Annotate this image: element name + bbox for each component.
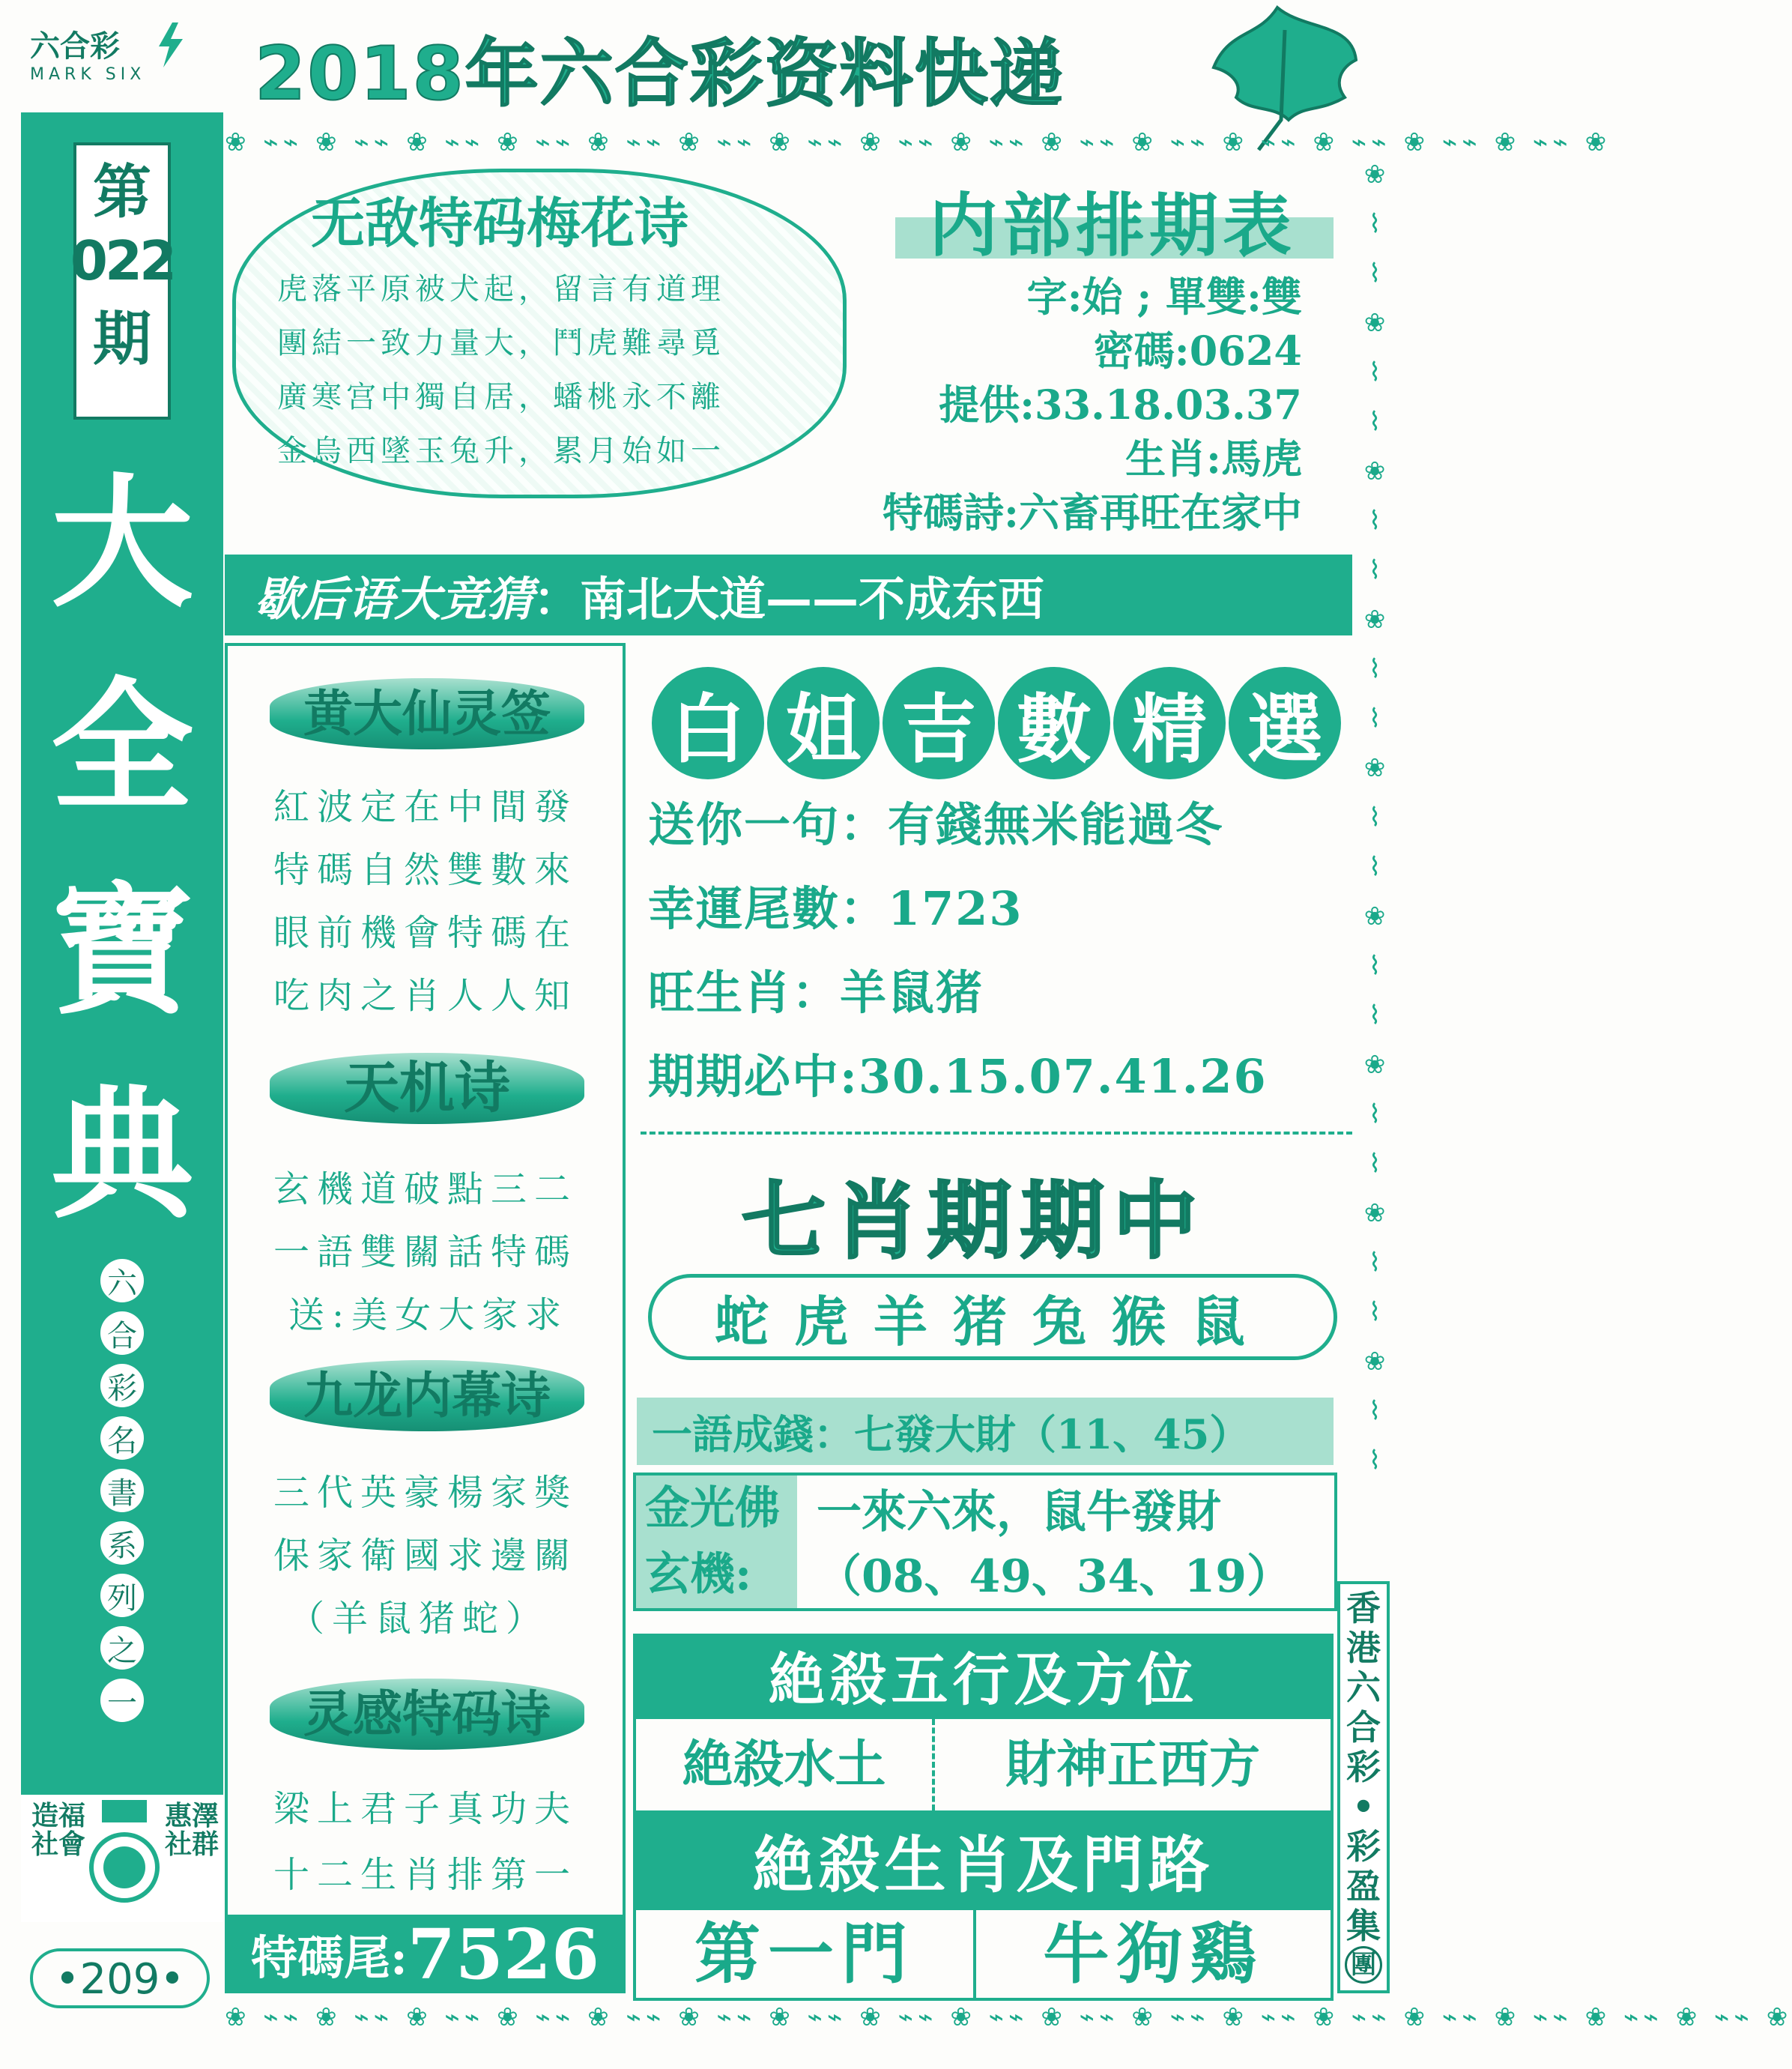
poem-line: （羊鼠猪蛇）: [288, 1598, 550, 1640]
yiyu-bar: [637, 1398, 1334, 1465]
shengxiao-left: 第一門: [636, 1910, 976, 1998]
issue-box: [70, 142, 175, 420]
jinguang-line-1: 一來六來，鼠牛發財: [817, 1486, 1221, 1538]
emblem-area: [21, 1795, 223, 1922]
series-char: 列: [100, 1574, 144, 1617]
jinguang-lines: [817, 1480, 1292, 1609]
right-decor-border: ❀ ⌇ ⌇ ❀ ⌇ ⌇ ❀ ⌇ ⌇ ❀ ⌇ ⌇ ❀ ⌇ ⌇ ❀ ⌇ ⌇ ❀ ⌇ ⌇ ❀ ⌇ ⌇ ❀ ⌇ ⌇: [1363, 160, 1386, 1476]
series-char: 六: [100, 1259, 144, 1302]
poem-line: 特碼自然雙數來: [273, 849, 578, 891]
plum-poem-line: 團結一致力量大，鬥虎難尋覓: [277, 326, 725, 360]
emblem-icon: [90, 1798, 159, 1911]
qixiao-animals: 蛇虎羊猪兔猴鼠: [714, 1289, 1271, 1353]
logo-en: MARK SIX: [30, 65, 146, 84]
mark-six-logo: [30, 22, 202, 97]
wuxing-right: 財神正西方: [1005, 1735, 1260, 1795]
plum-poem-title: 无敌特码梅花诗: [311, 192, 689, 255]
page-title: 2018年六合彩资料快递: [255, 31, 1065, 117]
big-title-char-1: 大: [50, 461, 193, 626]
left-column: [21, 112, 223, 1795]
series-label: [100, 1259, 145, 1731]
jinguang-label-2: 玄機:: [645, 1548, 752, 1601]
wuxing-title-bar: [633, 1634, 1334, 1716]
right-vertical-label: 香 港 六 合 彩 • 彩 盈 集 團: [1337, 1581, 1390, 1993]
series-char: 系: [100, 1521, 144, 1565]
tail-label: 特碼尾:: [251, 1930, 408, 1985]
baijie-line-4: 期期必中:30.15.07.41.26: [648, 1049, 1268, 1104]
schedule-line-3: 提供:33.18.03.37: [939, 381, 1302, 429]
linggan-lines: [273, 1776, 578, 1908]
big-title-char-2: 全: [50, 665, 193, 830]
issue-prefix: 第: [92, 159, 151, 226]
shengxiao-title: 絶殺生肖及門路: [752, 1829, 1214, 1901]
series-char: 彩: [100, 1364, 144, 1407]
dashed-divider: [641, 1132, 1352, 1135]
huang-daxian-lines: [273, 776, 578, 1027]
series-char: 一: [100, 1679, 144, 1722]
poem-line: 三代英豪楊家獎: [273, 1472, 578, 1514]
baijie-char: 白: [652, 667, 764, 779]
jiulong-title: 九龙内幕诗: [303, 1367, 551, 1425]
schedule-line-5: 特碼詩:六畜再旺在家中: [883, 489, 1302, 537]
baijie-line-2: 幸運尾數：1723: [648, 881, 1023, 936]
schedule-line-4: 生肖:馬虎: [1125, 435, 1302, 483]
baijie-char: 精: [1113, 667, 1226, 779]
shengxiao-title-bar: [633, 1813, 1334, 1907]
jinguang-label-1: 金光佛: [645, 1482, 780, 1535]
poem-line: 十二生肖排第一: [273, 1854, 578, 1896]
jinguang-line-2: （08、49、34、19）: [817, 1550, 1292, 1603]
lightning-icon: [150, 22, 187, 67]
linggan-banner: [270, 1679, 584, 1750]
series-char: 之: [100, 1626, 144, 1670]
yiyu-text: 一語成錢：七發大財（11、45）: [652, 1410, 1250, 1458]
poem-line: 玄機道破點三二: [273, 1168, 578, 1210]
qixiao-animals-box: [648, 1274, 1337, 1360]
bottom-decor-border: ❀ ⌁⌁ ❀ ⌁⌁ ❀ ⌁⌁ ❀ ⌁⌁ ❀ ⌁⌁ ❀ ⌁⌁ ❀ ⌁⌁ ❀ ⌁⌁ ❀ ⌁⌁ ❀ ⌁⌁ ❀ ⌁⌁ ❀ ⌁⌁ ❀ ⌁⌁ ❀ ⌁⌁ ❀ ⌁⌁ ❀ ⌁⌁ ❀ ⌁⌁ ❀: [225, 2002, 1792, 2032]
baijie-line-1: 送你一句：有錢無米能過冬: [648, 797, 1224, 852]
big-title-char-4: 典: [50, 1072, 193, 1238]
plum-poem-lines: [277, 262, 817, 478]
poem-line: 梁上君子真功夫: [273, 1788, 578, 1830]
page-number: •209•: [30, 1948, 210, 2008]
riddle-label: 歇后语大竞猜: [255, 571, 534, 626]
emblem-left-text: 造 福 社 會: [31, 1801, 86, 1860]
tianji-banner: [270, 1053, 584, 1124]
emblem-right-text: 惠 澤 社 群: [164, 1801, 220, 1860]
poem-line: 吃肉之肖人人知: [273, 975, 578, 1017]
huang-daxian-banner: [270, 678, 584, 749]
riddle-bar: [225, 555, 1352, 635]
tail-value: 7526: [407, 1913, 599, 1995]
wuxing-title: 絶殺五行及方位: [768, 1646, 1199, 1713]
plum-poem-line: 虎落平原被犬起，留言有道理: [277, 272, 725, 306]
baijie-char: 吉: [883, 667, 995, 779]
poem-line: 眼前機會特碼在: [273, 912, 578, 954]
issue-number: 022: [70, 229, 175, 292]
poem-line: 紅波定在中間發: [273, 786, 578, 828]
riddle-text: ：南北大道——不成东西: [533, 571, 1045, 626]
wuxing-row: [633, 1716, 1334, 1813]
baijie-char: 選: [1229, 667, 1341, 779]
schedule-line-2: 密碼:0624: [1093, 327, 1302, 375]
series-char: 合: [100, 1311, 144, 1355]
poem-line: 一語雙關話特碼: [273, 1231, 578, 1273]
poem-line: 保家衛國求邊關: [273, 1535, 578, 1577]
baijie-char: 數: [998, 667, 1110, 779]
big-title: [36, 442, 208, 1257]
issue-suffix: 期: [92, 306, 151, 373]
plum-poem-line: 金烏西墜玉兔升，累月始如一: [277, 434, 725, 468]
tianji-title: 天机诗: [344, 1056, 510, 1120]
huang-daxian-title: 黄大仙灵签: [303, 685, 551, 743]
schedule-lines: [883, 270, 1302, 540]
jiulong-banner: [270, 1360, 584, 1431]
jinguang-label-box: [636, 1476, 797, 1608]
logo-cn: 六合彩: [30, 29, 120, 64]
tail-number-bar: [225, 1915, 626, 1993]
top-decor-border: ❀ ⌁⌁ ❀ ⌁⌁ ❀ ⌁⌁ ❀ ⌁⌁ ❀ ⌁⌁ ❀ ⌁⌁ ❀ ⌁⌁ ❀ ⌁⌁ ❀ ⌁⌁ ❀ ⌁⌁ ❀ ⌁⌁ ❀ ⌁⌁ ❀ ⌁⌁ ❀ ⌁⌁ ❀ ⌁⌁ ❀: [225, 127, 1611, 157]
baijie-char: 姐: [767, 667, 880, 779]
shengxiao-right: 牛狗鷄: [1043, 1915, 1264, 1993]
schedule-line-1: 字:始 ; 單雙:雙: [1026, 273, 1302, 321]
shengxiao-row: [633, 1907, 1334, 2001]
series-char: 書: [100, 1469, 144, 1512]
qixiao-title: 七肖期期中: [742, 1173, 1206, 1270]
linggan-title: 灵感特码诗: [303, 1685, 551, 1743]
tianji-lines: [273, 1158, 578, 1347]
baijie-lines: [648, 783, 1268, 1119]
plum-poem-line: 廣寒宫中獨自居，蟠桃永不離: [277, 380, 725, 414]
jiulong-lines: [273, 1461, 578, 1650]
wuxing-left: 絶殺水土: [636, 1719, 935, 1810]
big-title-char-3: 寶: [50, 869, 193, 1034]
poem-line: 送:美女大家求: [288, 1294, 569, 1336]
baijie-chars: [652, 667, 1341, 779]
series-char: 名: [100, 1416, 144, 1460]
baijie-line-3: 旺生肖：羊鼠猪: [648, 965, 984, 1020]
schedule-title: 内部排期表: [929, 185, 1297, 266]
